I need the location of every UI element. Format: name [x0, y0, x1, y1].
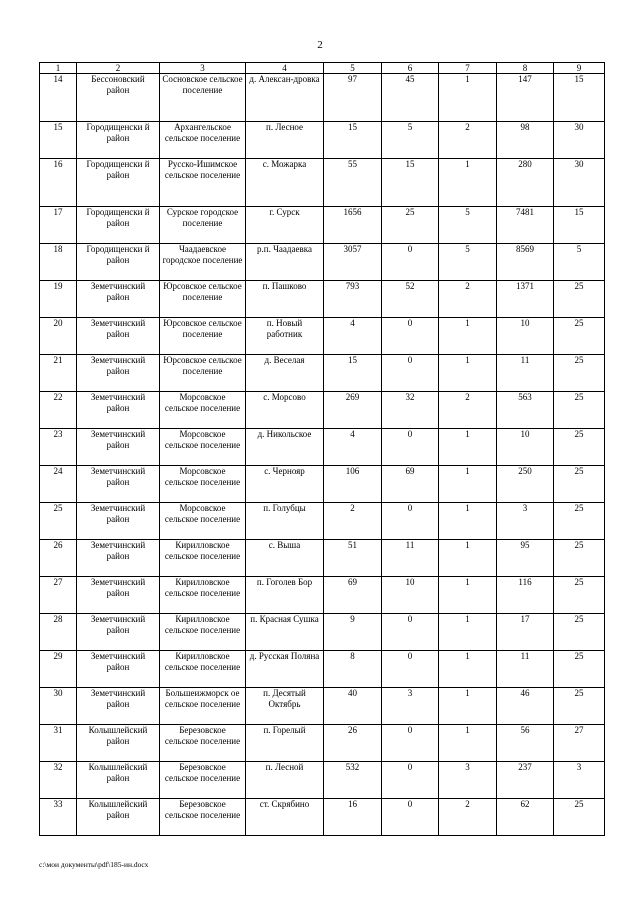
- value-cell: 25: [554, 688, 605, 725]
- locality-cell: д. Веселая: [246, 355, 324, 392]
- value-cell: 25: [554, 281, 605, 318]
- row-number: 24: [40, 466, 77, 503]
- value-cell: 25: [554, 799, 605, 836]
- locality-cell: с. Выша: [246, 540, 324, 577]
- settlement-cell: Морсовское сельское поселение: [160, 466, 246, 503]
- value-cell: 11: [497, 355, 554, 392]
- locality-cell: р.п. Чаадаевка: [246, 244, 324, 281]
- settlement-cell: Чаадаевское городское поселение: [160, 244, 246, 281]
- table-row: [40, 762, 605, 799]
- value-cell: 269: [324, 392, 382, 429]
- settlement-cell: Березовское сельское поселение: [160, 762, 246, 799]
- table-row: [40, 725, 605, 762]
- table-row: [40, 503, 605, 540]
- value-cell: 3: [439, 762, 497, 799]
- value-cell: 3: [382, 688, 439, 725]
- value-cell: 2: [439, 122, 497, 159]
- value-cell: 45: [382, 74, 439, 122]
- value-cell: 62: [497, 799, 554, 836]
- value-cell: 30: [554, 159, 605, 207]
- row-number: 20: [40, 318, 77, 355]
- district-cell: Земетчинский район: [77, 318, 160, 355]
- row-number: 30: [40, 688, 77, 725]
- row-number: 15: [40, 122, 77, 159]
- settlement-cell: Сурское городское поселение: [160, 207, 246, 244]
- locality-cell: п. Десятый Октябрь: [246, 688, 324, 725]
- value-cell: 0: [382, 244, 439, 281]
- value-cell: 10: [497, 429, 554, 466]
- locality-cell: п. Гоголев Бор: [246, 577, 324, 614]
- settlement-cell: Морсовское сельское поселение: [160, 392, 246, 429]
- district-cell: Земетчинский район: [77, 540, 160, 577]
- table-row: [40, 392, 605, 429]
- value-cell: 1: [439, 429, 497, 466]
- district-cell: Земетчинский район: [77, 503, 160, 540]
- value-cell: 25: [554, 392, 605, 429]
- locality-cell: д. Алексан-дровка: [246, 74, 324, 122]
- value-cell: 11: [382, 540, 439, 577]
- value-cell: 8569: [497, 244, 554, 281]
- value-cell: 15: [554, 74, 605, 122]
- table-row: [40, 466, 605, 503]
- column-header: 9: [554, 63, 605, 74]
- district-cell: Земетчинский район: [77, 651, 160, 688]
- value-cell: 3: [497, 503, 554, 540]
- value-cell: 97: [324, 74, 382, 122]
- settlements-table: [39, 62, 605, 836]
- value-cell: 56: [497, 725, 554, 762]
- row-number: 26: [40, 540, 77, 577]
- value-cell: 1: [439, 540, 497, 577]
- district-cell: Колышлейский район: [77, 725, 160, 762]
- table-row: [40, 74, 605, 122]
- row-number: 23: [40, 429, 77, 466]
- value-cell: 15: [324, 355, 382, 392]
- value-cell: 98: [497, 122, 554, 159]
- value-cell: 26: [324, 725, 382, 762]
- district-cell: Колышлейский район: [77, 762, 160, 799]
- row-number: 27: [40, 577, 77, 614]
- district-cell: Городищенски й район: [77, 122, 160, 159]
- row-number: 14: [40, 74, 77, 122]
- table-row: [40, 688, 605, 725]
- district-cell: Бессоновский район: [77, 74, 160, 122]
- value-cell: 25: [554, 355, 605, 392]
- value-cell: 7481: [497, 207, 554, 244]
- value-cell: 3: [554, 762, 605, 799]
- value-cell: 1: [439, 651, 497, 688]
- value-cell: 69: [382, 466, 439, 503]
- value-cell: 5: [382, 122, 439, 159]
- district-cell: Земетчинский район: [77, 281, 160, 318]
- value-cell: 10: [382, 577, 439, 614]
- locality-cell: ст. Скрябино: [246, 799, 324, 836]
- value-cell: 106: [324, 466, 382, 503]
- table-row: [40, 429, 605, 466]
- table-row: [40, 207, 605, 244]
- table-row: [40, 355, 605, 392]
- column-header: 2: [77, 63, 160, 74]
- row-number: 19: [40, 281, 77, 318]
- value-cell: 16: [324, 799, 382, 836]
- value-cell: 10: [497, 318, 554, 355]
- district-cell: Земетчинский район: [77, 614, 160, 651]
- locality-cell: п. Новый работник: [246, 318, 324, 355]
- value-cell: 0: [382, 651, 439, 688]
- settlement-cell: Кирилловское сельское поселение: [160, 614, 246, 651]
- value-cell: 25: [554, 429, 605, 466]
- table-row: [40, 614, 605, 651]
- value-cell: 69: [324, 577, 382, 614]
- value-cell: 1: [439, 466, 497, 503]
- value-cell: 30: [554, 122, 605, 159]
- value-cell: 1: [439, 318, 497, 355]
- locality-cell: с. Можарка: [246, 159, 324, 207]
- value-cell: 55: [324, 159, 382, 207]
- value-cell: 280: [497, 159, 554, 207]
- value-cell: 25: [554, 466, 605, 503]
- value-cell: 17: [497, 614, 554, 651]
- table-row: [40, 577, 605, 614]
- locality-cell: п. Голубцы: [246, 503, 324, 540]
- value-cell: 0: [382, 355, 439, 392]
- value-cell: 5: [439, 207, 497, 244]
- settlement-cell: Юрсовское сельское поселение: [160, 318, 246, 355]
- settlement-cell: Кирилловское сельское поселение: [160, 577, 246, 614]
- column-header: 1: [40, 63, 77, 74]
- settlement-cell: Сосновское сельское поселение: [160, 74, 246, 122]
- district-cell: Городищенски й район: [77, 244, 160, 281]
- value-cell: 532: [324, 762, 382, 799]
- settlement-cell: Морсовское сельское поселение: [160, 503, 246, 540]
- value-cell: 1371: [497, 281, 554, 318]
- locality-cell: п. Лесное: [246, 122, 324, 159]
- value-cell: 5: [439, 244, 497, 281]
- district-cell: Колышлейский район: [77, 799, 160, 836]
- table-row: [40, 799, 605, 836]
- settlement-cell: Кирилловское сельское поселение: [160, 651, 246, 688]
- table-row: [40, 244, 605, 281]
- value-cell: 25: [554, 503, 605, 540]
- locality-cell: п. Красная Сушка: [246, 614, 324, 651]
- row-number: 25: [40, 503, 77, 540]
- locality-cell: п. Горелый: [246, 725, 324, 762]
- table-row: [40, 540, 605, 577]
- table-row: [40, 318, 605, 355]
- value-cell: 4: [324, 318, 382, 355]
- settlement-cell: Березовское сельское поселение: [160, 725, 246, 762]
- value-cell: 25: [554, 651, 605, 688]
- value-cell: 25: [554, 318, 605, 355]
- locality-cell: г. Сурск: [246, 207, 324, 244]
- row-number: 28: [40, 614, 77, 651]
- value-cell: 1: [439, 503, 497, 540]
- value-cell: 27: [554, 725, 605, 762]
- value-cell: 1: [439, 159, 497, 207]
- value-cell: 250: [497, 466, 554, 503]
- district-cell: Городищенски й район: [77, 207, 160, 244]
- table-row: [40, 159, 605, 207]
- value-cell: 1: [439, 355, 497, 392]
- value-cell: 32: [382, 392, 439, 429]
- value-cell: 1656: [324, 207, 382, 244]
- district-cell: Городищенски й район: [77, 159, 160, 207]
- district-cell: Земетчинский район: [77, 577, 160, 614]
- row-number: 18: [40, 244, 77, 281]
- value-cell: 0: [382, 614, 439, 651]
- settlement-cell: Юрсовское сельское поселение: [160, 281, 246, 318]
- value-cell: 793: [324, 281, 382, 318]
- value-cell: 25: [554, 614, 605, 651]
- locality-cell: с. Морсово: [246, 392, 324, 429]
- header-row: [40, 63, 605, 74]
- column-header: 7: [439, 63, 497, 74]
- value-cell: 2: [324, 503, 382, 540]
- district-cell: Земетчинский район: [77, 429, 160, 466]
- district-cell: Земетчинский район: [77, 688, 160, 725]
- settlement-cell: Большеижморск ое сельское поселение: [160, 688, 246, 725]
- column-header: 3: [160, 63, 246, 74]
- value-cell: 237: [497, 762, 554, 799]
- locality-cell: п. Пашково: [246, 281, 324, 318]
- locality-cell: с. Чернояр: [246, 466, 324, 503]
- district-cell: Земетчинский район: [77, 392, 160, 429]
- settlement-cell: Архангельское сельское поселение: [160, 122, 246, 159]
- locality-cell: п. Лесной: [246, 762, 324, 799]
- table-row: [40, 281, 605, 318]
- value-cell: 0: [382, 429, 439, 466]
- row-number: 22: [40, 392, 77, 429]
- table-row: [40, 122, 605, 159]
- settlement-cell: Русско-Ишимское сельское поселение: [160, 159, 246, 207]
- page-number: 2: [317, 39, 323, 51]
- row-number: 33: [40, 799, 77, 836]
- value-cell: 4: [324, 429, 382, 466]
- value-cell: 52: [382, 281, 439, 318]
- value-cell: 147: [497, 74, 554, 122]
- value-cell: 95: [497, 540, 554, 577]
- value-cell: 25: [382, 207, 439, 244]
- value-cell: 8: [324, 651, 382, 688]
- district-cell: Земетчинский район: [77, 355, 160, 392]
- value-cell: 116: [497, 577, 554, 614]
- value-cell: 563: [497, 392, 554, 429]
- column-header: 5: [324, 63, 382, 74]
- value-cell: 1: [439, 74, 497, 122]
- value-cell: 3057: [324, 244, 382, 281]
- settlement-cell: Березовское сельское поселение: [160, 799, 246, 836]
- value-cell: 25: [554, 540, 605, 577]
- value-cell: 1: [439, 614, 497, 651]
- value-cell: 5: [554, 244, 605, 281]
- row-number: 29: [40, 651, 77, 688]
- value-cell: 11: [497, 651, 554, 688]
- value-cell: 2: [439, 799, 497, 836]
- row-number: 32: [40, 762, 77, 799]
- value-cell: 0: [382, 762, 439, 799]
- locality-cell: д. Никольское: [246, 429, 324, 466]
- row-number: 31: [40, 725, 77, 762]
- value-cell: 2: [439, 392, 497, 429]
- row-number: 16: [40, 159, 77, 207]
- value-cell: 0: [382, 503, 439, 540]
- value-cell: 0: [382, 318, 439, 355]
- column-header: 6: [382, 63, 439, 74]
- file-path-footer: c:\мои документы\pdf\185-ин.docx: [39, 860, 149, 869]
- row-number: 17: [40, 207, 77, 244]
- value-cell: 0: [382, 799, 439, 836]
- value-cell: 9: [324, 614, 382, 651]
- value-cell: 51: [324, 540, 382, 577]
- locality-cell: д. Русская Поляна: [246, 651, 324, 688]
- settlement-cell: Морсовское сельское поселение: [160, 429, 246, 466]
- column-header: 4: [246, 63, 324, 74]
- settlement-cell: Юрсовское сельское поселение: [160, 355, 246, 392]
- table-row: [40, 651, 605, 688]
- value-cell: 40: [324, 688, 382, 725]
- value-cell: 1: [439, 725, 497, 762]
- value-cell: 15: [554, 207, 605, 244]
- value-cell: 25: [554, 577, 605, 614]
- value-cell: 46: [497, 688, 554, 725]
- value-cell: 0: [382, 725, 439, 762]
- value-cell: 15: [324, 122, 382, 159]
- value-cell: 1: [439, 688, 497, 725]
- settlement-cell: Кирилловское сельское поселение: [160, 540, 246, 577]
- value-cell: 15: [382, 159, 439, 207]
- district-cell: Земетчинский район: [77, 466, 160, 503]
- value-cell: 1: [439, 577, 497, 614]
- row-number: 21: [40, 355, 77, 392]
- column-header: 8: [497, 63, 554, 74]
- table-body: [40, 63, 605, 836]
- value-cell: 2: [439, 281, 497, 318]
